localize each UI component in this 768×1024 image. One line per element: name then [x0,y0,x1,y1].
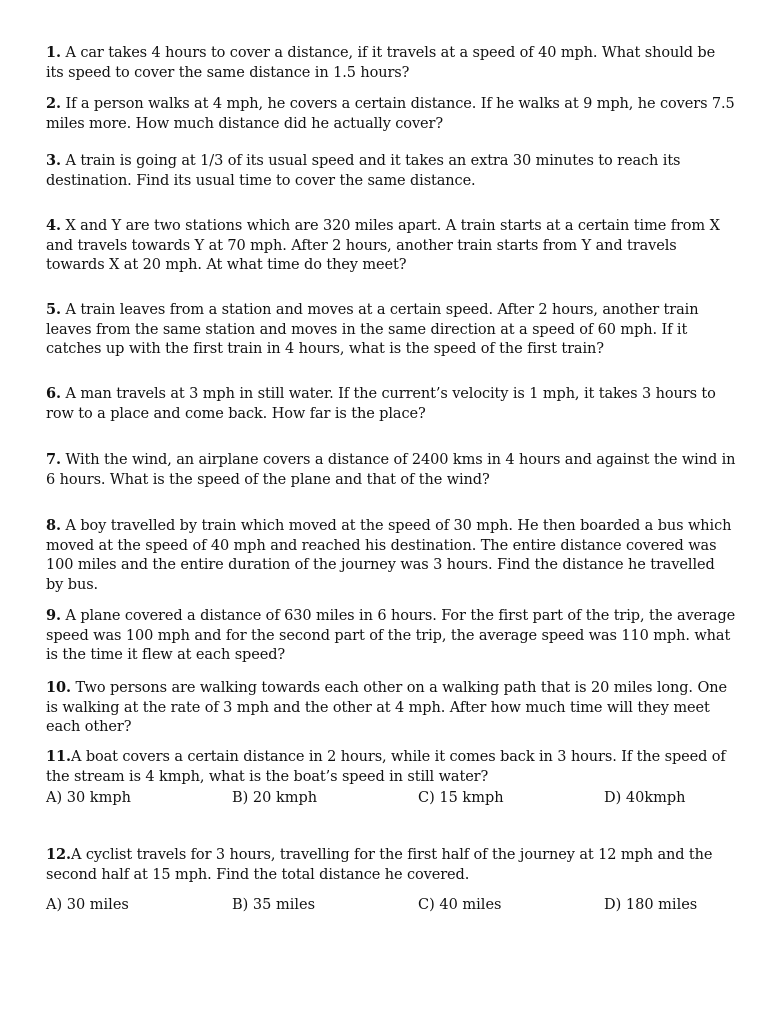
question-1 [46,43,736,83]
question-number: 10. [46,679,71,696]
answer-options-12 [46,895,746,915]
question-11 [46,747,736,787]
question-number: 3. [46,152,61,169]
question-number: 1. [46,44,61,61]
question-text: A man travels at 3 mph in still water. If the current’s velocity is 1 mph, it takes 3 hours to row to a place and come back. How far is the place? [46,386,716,422]
question-number: 8. [46,517,61,534]
question-text: A cyclist travels for 3 hours, travelling for the first half of the journey at 12 mph and the second half at 15 mph. Find the total distance he covered. [46,847,713,883]
question-6 [46,384,736,424]
question-text: X and Y are two stations which are 320 miles apart. A train starts at a certain time from X and travels towards Y at 70 mph. After 2 hours, another train starts from Y and travels towards X at 20 mph. At what time do they meet? [46,218,720,273]
option-d: D) 180 miles [604,897,698,913]
question-text: With the wind, an airplane covers a distance of 2400 kms in 4 hours and against the wind in 6 hours. What is the speed of the plane and that of the wind? [46,452,736,488]
question-text: A car takes 4 hours to cover a distance, if it travels at a speed of 40 mph. What should be its speed to cover the same distance in 1.5 hours? [46,45,716,81]
question-9 [46,606,736,666]
option-a: A) 30 kmph [46,790,131,806]
question-text: A boy travelled by train which moved at the speed of 30 mph. He then boarded a bus which moved at the speed of 40 mph and reached his destination. The entire distance covered was 100 miles and the entire duration of the journey was 3 hours. Find the distance he travelled by bus. [46,518,732,593]
question-text: A boat covers a certain distance in 2 hours, while it comes back in 3 hours. If the speed of the stream is 4 kmph, what is the boat’s speed in still water? [46,749,726,785]
question-number: 5. [46,301,61,318]
question-5 [46,300,736,360]
answer-options-11 [46,788,746,808]
option-b: B) 20 kmph [232,790,318,806]
question-7 [46,450,736,490]
question-8 [46,516,736,595]
question-text: A train leaves from a station and moves at a certain speed. After 2 hours, another train leaves from the same station and moves in the same direction at a speed of 60 mph. If it catches up with the first train in 4 hours, what is the speed of the first train? [46,302,699,357]
question-number: 9. [46,607,61,624]
option-d: D) 40kmph [604,790,686,806]
question-text: A train is going at 1/3 of its usual speed and it takes an extra 30 minutes to reach its destination. Find its usual time to cover the same distance. [46,153,681,189]
question-4 [46,216,736,276]
question-number: 7. [46,451,61,468]
question-text: A plane covered a distance of 630 miles in 6 hours. For the first part of the trip, the average speed was 100 mph and for the second part of the trip, the average speed was 110 mph. what is the time it flew at each speed? [46,608,736,663]
option-a: A) 30 miles [46,897,129,913]
question-3 [46,151,736,191]
question-number: 6. [46,385,61,402]
question-number: 11. [46,748,71,765]
question-number: 2. [46,95,61,112]
question-2 [46,94,736,134]
question-12 [46,845,736,885]
option-b: B) 35 miles [232,897,316,913]
question-number: 12. [46,846,71,863]
question-10 [46,678,736,738]
question-text: Two persons are walking towards each other on a walking path that is 20 miles long. One is walking at the rate of 3 mph and the other at 4 mph. After how much time will they meet each other? [46,680,727,735]
option-c: C) 15 kmph [418,790,504,806]
option-c: C) 40 miles [418,897,502,913]
question-number: 4. [46,217,61,234]
question-text: If a person walks at 4 mph, he covers a certain distance. If he walks at 9 mph, he covers 7.5 miles more. How much distance did he actually cover? [46,96,735,132]
